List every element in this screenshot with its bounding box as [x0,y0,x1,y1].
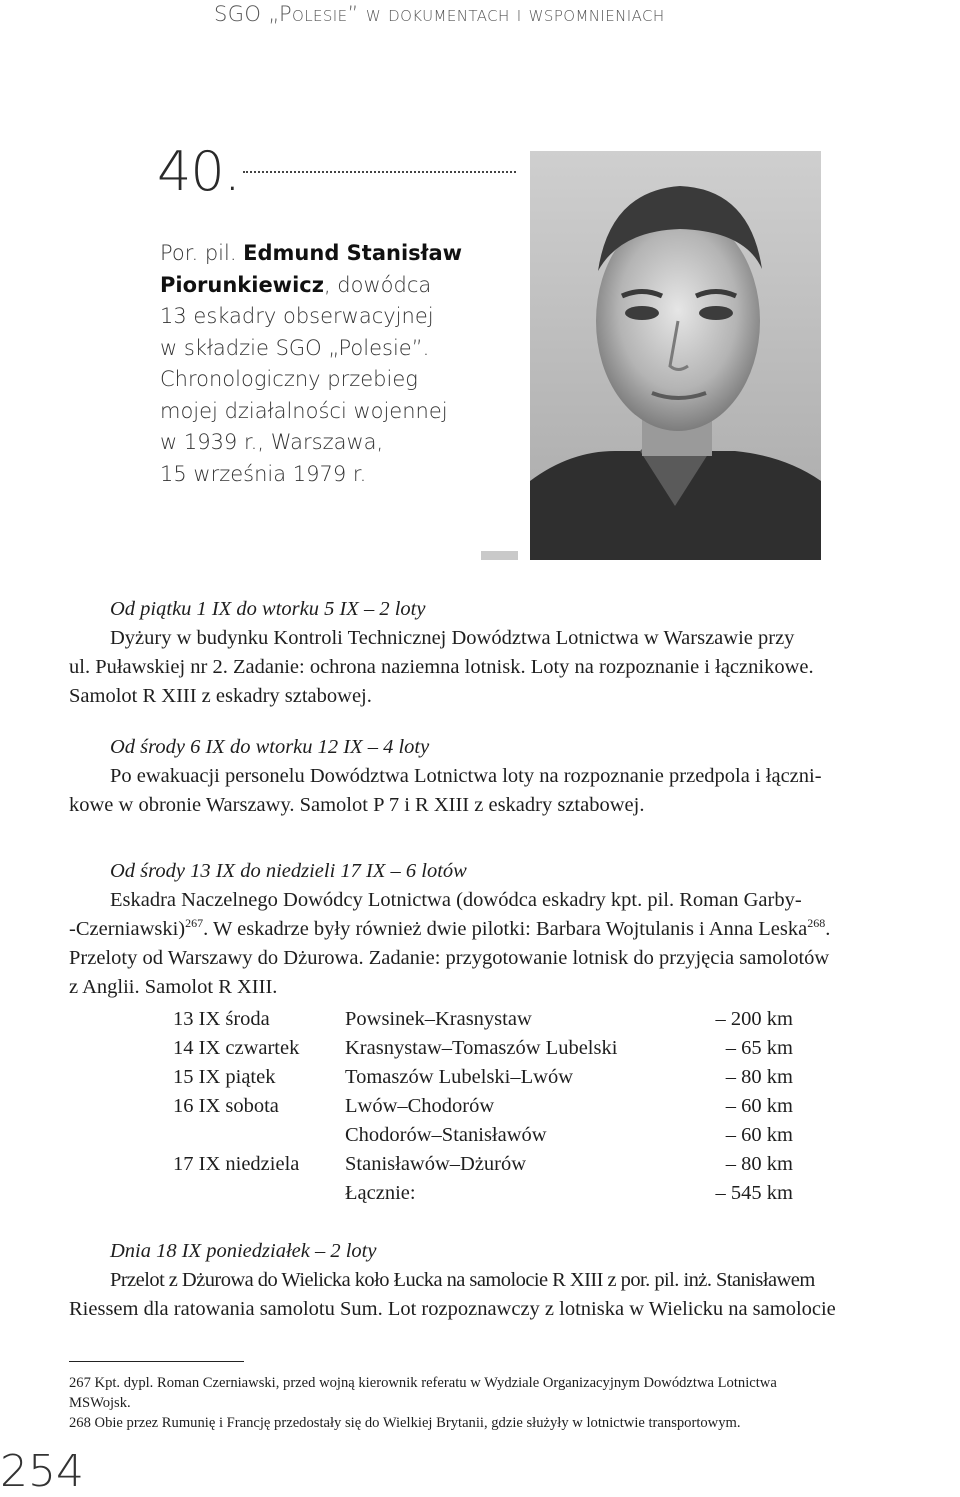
paragraph-line-with-footnotes [69,915,958,944]
section-heading-4: Dnia 18 IX poniedziałek – 2 loty [110,1240,377,1262]
section-heading-3: Od środy 13 IX do niedzieli 17 IX – 6 lotów [110,860,467,882]
paragraph-line: Przelot z Dżurowa do Wielicka koło Łucka na samolocie R XIII z por. pil. inż. Stanisławem [110,1269,815,1291]
document-title [160,238,520,490]
flight-row [173,1005,793,1034]
flight-route: Lwów–Chodorów [345,1095,495,1117]
section-paragraph-2 [69,762,958,820]
footnote-ref-268[interactable]: 268 [807,916,826,930]
section-heading-2: Od środy 6 IX do wtorku 12 IX – 4 loty [110,736,430,758]
paragraph-line: z Anglii. Samolot R XIII. [69,976,278,998]
section-paragraph-4 [69,1266,958,1324]
flight-route: Tomaszów Lubelski–Lwów [345,1066,574,1088]
footnote-line: 267 Kpt. dypl. Roman Czerniawski, przed wojną kierownik referatu w Wydziale Organizacyjnym Dowództwa Lotnictwa [69,1375,777,1391]
title-line-7: w 1939 r., Warszawa, [160,430,384,454]
flight-distance: – 60 km [725,1124,793,1146]
footnote-line: 268 Obie przez Rumunię i Francję przedostały się do Wielkiej Brytanii, gdzie służyły w lotnictwie transportowym. [69,1415,741,1431]
flight-total-distance: – 545 km [715,1182,793,1204]
title-line-5: Chronologiczny przebieg [160,367,418,391]
flight-table [173,1005,793,1208]
text-fragment: . [825,918,831,940]
footnote-ref-267[interactable]: 267 [185,916,204,930]
portrait-illustration [530,151,821,560]
title-line-4: w składzie SGO „Polesie”. [160,335,430,360]
flight-distance: – 60 km [725,1095,793,1117]
title-line-1 [160,238,520,270]
document-number: 40. [157,140,240,203]
footnote-line: MSWojsk. [69,1395,131,1411]
paragraph-line: Po ewakuacji personelu Dowództwa Lotnictwa loty na rozpoznanie przedpola i łączni- [110,765,822,787]
flight-route: Chodorów–Stanisławów [345,1124,547,1146]
title-name-part-1: Edmund Stanisław [243,241,463,265]
running-header: SGO „Polesie” w dokumentach i wspomnieniach [214,2,665,26]
flight-row [173,1063,793,1092]
footnote-rule [69,1361,244,1362]
flight-day: 15 IX piątek [173,1066,276,1088]
flight-day: 16 IX sobota [173,1095,279,1117]
dotted-rule [243,171,516,173]
text-fragment: . W eskadrze były również dwie pilotki: Barbara Wojtulanis i Anna Leska [203,918,808,940]
flight-distance: – 65 km [725,1037,793,1059]
paragraph-line: Przeloty od Warszawy do Dżurowa. Zadanie: przygotowanie lotnisk do przyjęcia samolotów [69,947,830,969]
section-paragraph-3 [69,886,958,1002]
title-line-6: mojej działalności wojennej [160,398,448,423]
title-line-2 [160,270,520,302]
footnote-268 [69,1413,958,1433]
title-line-8: 15 września 1979 r. [160,461,367,486]
flight-day: 17 IX niedziela [173,1153,300,1175]
paragraph-line: Samolot R XIII z eskadry sztabowej. [69,685,372,707]
flight-route: Stanisławów–Dżurów [345,1153,527,1175]
paragraph-line: Eskadra Naczelnego Dowódcy Lotnictwa (dowódca eskadry kpt. pil. Roman Garby- [110,889,802,911]
footnotes [69,1373,958,1433]
flight-route: Powsinek–Krasnystaw [345,1008,532,1030]
section-heading-1: Od piątku 1 IX do wtorku 5 IX – 2 loty [110,598,426,620]
title-line-2-rest: , dowódca [323,272,432,297]
grey-marker [481,551,518,560]
flight-row [173,1034,793,1063]
title-name-part-2: Piorunkiewicz [160,272,324,297]
flight-total-label: Łącznie: [345,1182,416,1204]
portrait-photo [530,151,821,560]
title-prefix: Por. pil. [160,241,244,265]
flight-distance: – 80 km [725,1066,793,1088]
flight-day: 14 IX czwartek [173,1037,300,1059]
paragraph-line: Riessem dla ratowania samolotu Sum. Lot rozpoznawczy z lotniska w Wielicku na samolocie [69,1298,836,1320]
footnote-267 [69,1373,958,1413]
flight-distance: – 200 km [715,1008,793,1030]
flight-row [173,1150,793,1179]
paragraph-line: ul. Puławskiej nr 2. Zadanie: ochrona naziemna lotnisk. Loty na rozpoznanie i łącznikowe. [69,656,814,678]
flight-day: 13 IX środa [173,1008,270,1030]
title-line-3: 13 eskadry obserwacyjnej [160,304,434,328]
paragraph-line: kowe w obronie Warszawy. Samolot P 7 i R XIII z eskadry sztabowej. [69,794,645,816]
flight-row [173,1092,793,1121]
paragraph-line: Dyżury w budynku Kontroli Technicznej Dowództwa Lotnictwa w Warszawie przy [110,627,795,649]
flight-route: Krasnystaw–Tomaszów Lubelski [345,1037,618,1059]
page-number: 254 [0,1446,84,1497]
flight-total-row [173,1179,793,1208]
flight-row [173,1121,793,1150]
text-fragment: -Czerniawski) [69,918,186,940]
section-paragraph-1 [69,624,958,711]
flight-distance: – 80 km [725,1153,793,1175]
